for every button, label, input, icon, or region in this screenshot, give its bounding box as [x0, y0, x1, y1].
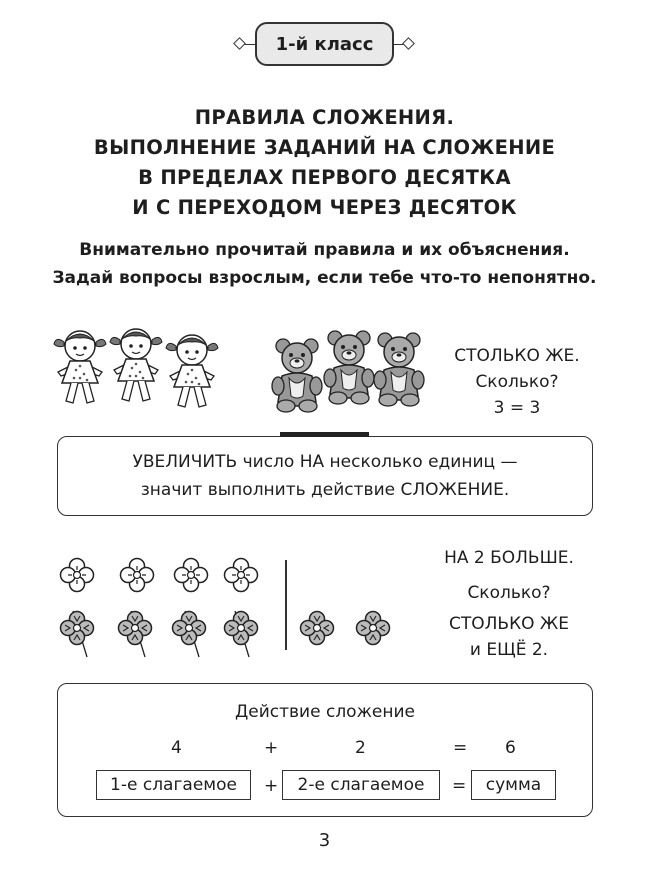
- addition-title: Действие сложение: [235, 702, 415, 722]
- separator-line: [285, 560, 287, 650]
- rule-box: [57, 436, 593, 516]
- addition-box: [57, 683, 593, 817]
- rule-line: значит выполнить действие СЛОЖЕНИЕ.: [140, 480, 510, 500]
- equal-line-1: СТОЛЬКО ЖЕ.: [454, 346, 580, 366]
- equal-line-3: 3 = 3: [493, 398, 541, 418]
- flowers-illustration: [55, 553, 395, 663]
- equal-caption: [430, 343, 604, 421]
- term-plus-sign: +: [264, 776, 279, 796]
- intro-line: Задай вопросы взрослым, если тебе что-то непонятно.: [52, 268, 597, 288]
- page-title: [0, 103, 649, 223]
- title-line: ПРАВИЛА СЛОЖЕНИЯ.: [194, 106, 455, 129]
- plus-sign: +: [264, 738, 279, 758]
- more-line-3: СТОЛЬКО ЖЕ: [449, 614, 569, 634]
- title-line: И С ПЕРЕХОДОМ ЧЕРЕЗ ДЕСЯТОК: [132, 196, 517, 219]
- badge-diamond-left: [233, 37, 246, 50]
- term-2-box: 2-е слагаемое: [282, 770, 440, 800]
- rule-line: УВЕЛИЧИТЬ число НА несколько единиц —: [132, 452, 518, 472]
- rule-box-tab: [280, 432, 369, 437]
- equals-sign: =: [453, 738, 468, 758]
- more-line-4: и ЕЩЁ 2.: [469, 640, 549, 660]
- sum-box: сумма: [471, 770, 556, 800]
- more-line-1: НА 2 БОЛЬШЕ.: [444, 548, 574, 568]
- equal-line-2: Сколько?: [475, 372, 559, 392]
- grade-badge: 1-й класс: [255, 22, 394, 66]
- bears-illustration: [270, 326, 425, 414]
- addend-a: 4: [171, 738, 182, 758]
- sum-value: 6: [505, 738, 516, 758]
- title-line: В ПРЕДЕЛАХ ПЕРВОГО ДЕСЯТКА: [138, 166, 511, 189]
- intro-text: [0, 236, 649, 292]
- addend-b: 2: [355, 738, 366, 758]
- term-equals-sign: =: [452, 776, 467, 796]
- more-line-2: Сколько?: [467, 583, 551, 603]
- intro-line: Внимательно прочитай правила и их объяснения.: [79, 240, 570, 260]
- page-number: 3: [318, 830, 331, 851]
- title-line: ВЫПОЛНЕНИЕ ЗАДАНИЙ НА СЛОЖЕНИЕ: [93, 136, 556, 159]
- dolls-illustration: [50, 326, 225, 408]
- term-1-box: 1-е слагаемое: [96, 770, 251, 800]
- badge-diamond-right: [402, 37, 415, 50]
